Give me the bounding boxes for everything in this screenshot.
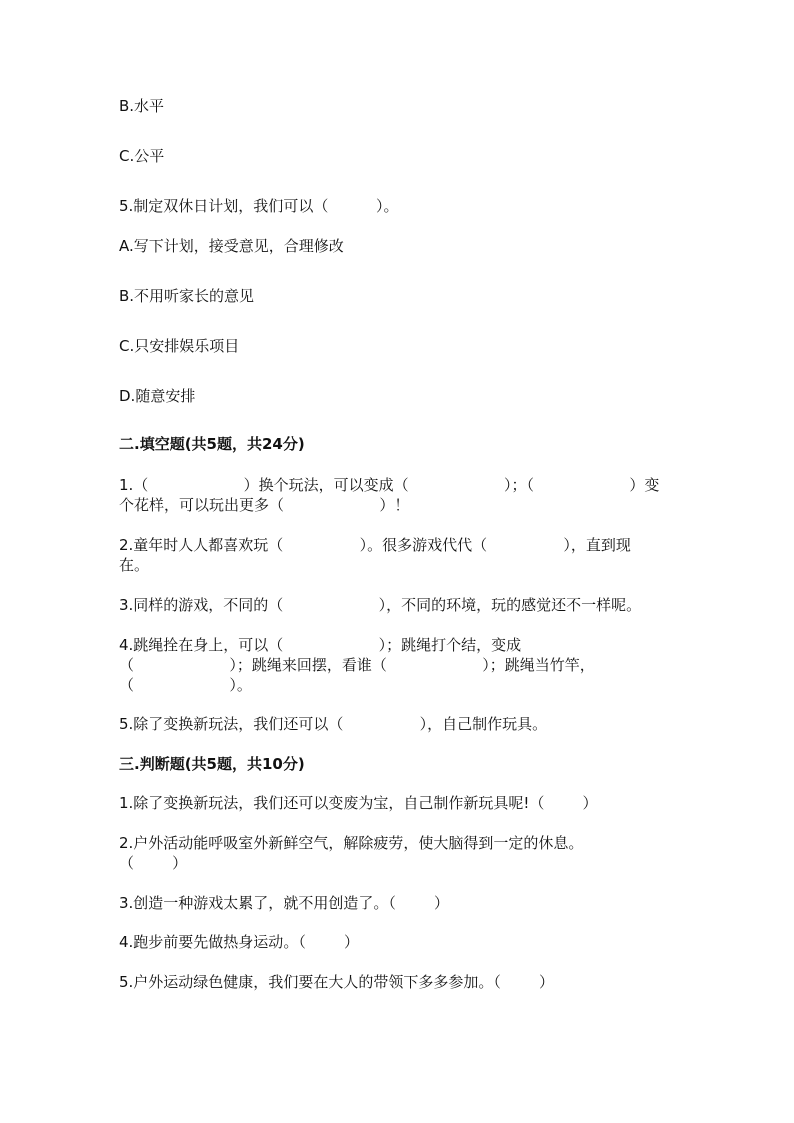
judge-q2-line2: （ ） [119, 854, 188, 872]
fill-q2-line2: 在。 [119, 556, 150, 574]
fill-q4-line3: （ ）。 [119, 676, 252, 694]
option-q5-b: B.不用听家长的意见 [119, 287, 255, 305]
option-q5-a: A.写下计划，接受意见，合理修改 [119, 237, 344, 255]
fill-q1-line2: 个花样，可以玩出更多（ ）！ [119, 496, 410, 514]
option-q4-c: C.公平 [119, 147, 165, 165]
option-q5-d: D.随意安排 [119, 387, 196, 405]
option-q4-b: B.水平 [119, 97, 165, 115]
fill-q2-line1: 2.童年时人人都喜欢玩（ ）。很多游戏代代（ ），直到现 [119, 536, 631, 554]
judge-q3-line1: 3.创造一种游戏太累了，就不用创造了。（ ） [119, 894, 449, 912]
judge-q5-line1: 5.户外运动绿色健康，我们要在大人的带领下多多参加。（ ） [119, 973, 554, 991]
section-heading-true-false: 三.判断题(共5题，共10分) [119, 755, 305, 773]
option-q5-c: C.只安排娱乐项目 [119, 337, 240, 355]
section-heading-fill-blank: 二.填空题(共5题，共24分) [119, 435, 305, 453]
fill-q1-line1: 1.（ ）换个玩法，可以变成（ ）；（ ）变 [119, 476, 660, 494]
fill-q4-line1: 4.跳绳拴在身上，可以（ ）；跳绳打个结，变成 [119, 636, 522, 654]
fill-q4-line2: （ ）；跳绳来回摆，看谁（ ）；跳绳当竹竿， [119, 656, 595, 674]
fill-q5-line1: 5.除了变换新玩法，我们还可以（ ），自己制作玩具。 [119, 715, 548, 733]
question-q5-stem: 5.制定双休日计划，我们可以（ ）。 [119, 197, 399, 215]
judge-q1-line1: 1.除了变换新玩法，我们还可以变废为宝，自己制作新玩具呢!（ ） [119, 794, 598, 812]
judge-q4-line1: 4.跑步前要先做热身运动。（ ） [119, 933, 359, 951]
judge-q2-line1: 2.户外活动能呼吸室外新鲜空气，解除疲劳，使大脑得到一定的休息。 [119, 834, 584, 852]
fill-q3-line1: 3.同样的游戏，不同的（ ），不同的环境，玩的感觉还不一样呢。 [119, 596, 642, 614]
